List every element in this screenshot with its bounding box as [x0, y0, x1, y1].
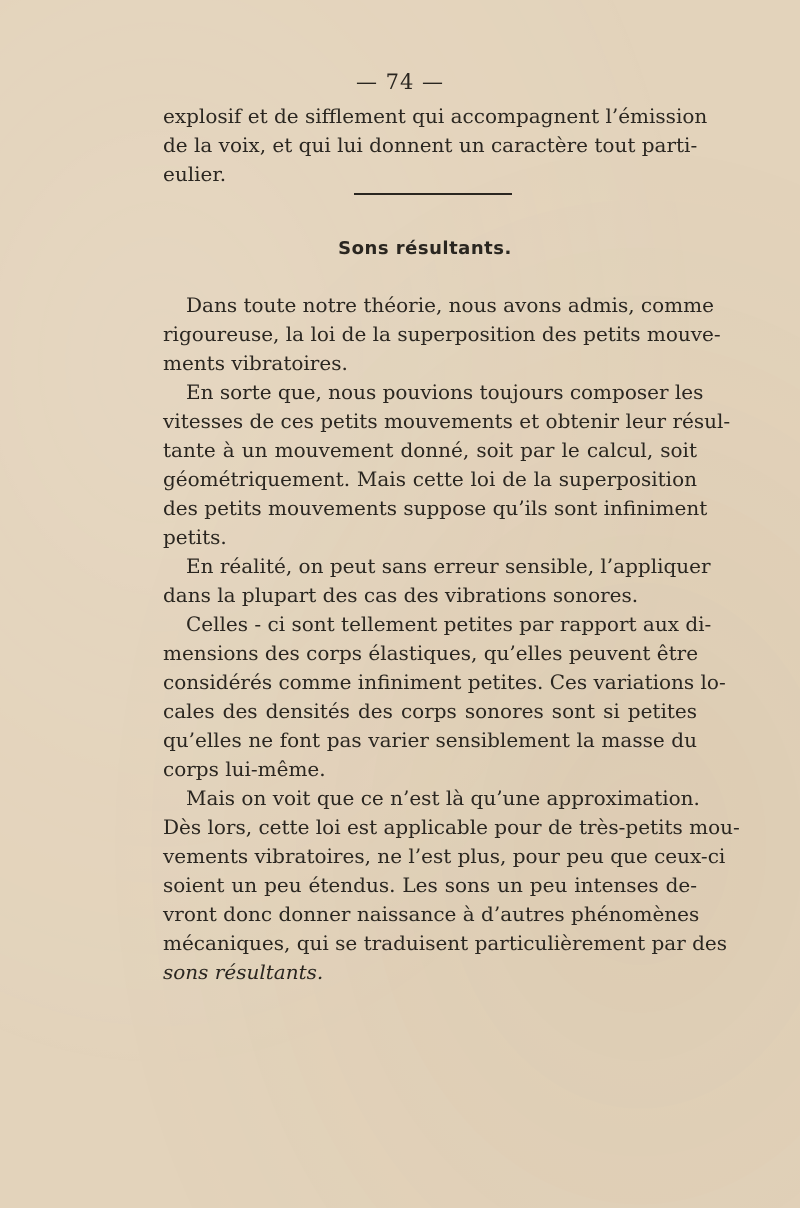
text-line: explosif et de sifflement qui accompagnent l’émission — [163, 104, 708, 128]
text-line: eulier. — [163, 162, 227, 186]
text-line: En réalité, on peut sans erreur sensible, l’appliquer — [186, 554, 711, 578]
text-line: des petits mouvements suppose qu’ils sont infiniment — [163, 496, 708, 520]
text-line: vitesses de ces petits mouvements et obtenir leur résul- — [163, 409, 731, 433]
intro-paragraph — [163, 102, 708, 189]
text-line: rigoureuse, la loi de la superposition des petits mouve- — [163, 322, 721, 346]
text-line: de la voix, et qui lui donnent un caractère tout parti- — [163, 133, 698, 157]
text-line: cales des densités des corps sonores sont si petites — [163, 699, 697, 723]
text-line: Dans toute notre théorie, nous avons admis, comme — [186, 293, 714, 317]
text-line: Dès lors, cette loi est applicable pour de très-petits mou- — [163, 815, 740, 839]
text-line: tante à un mouvement donné, soit par le calcul, soit — [163, 438, 697, 462]
text-line: petits. — [163, 525, 227, 549]
body-text — [163, 291, 740, 987]
text-line: dans la plupart des cas des vibrations sonores. — [163, 583, 639, 607]
text-line: qu’elles ne font pas varier sensiblement la masse du — [163, 728, 697, 752]
text-line: ments vibratoires. — [163, 351, 348, 375]
section-divider — [354, 193, 512, 195]
text-line: considérés comme infiniment petites. Ces variations lo- — [163, 670, 726, 694]
text-line: sons résultants. — [163, 960, 324, 984]
text-line: mensions des corps élastiques, qu’elles peuvent être — [163, 641, 699, 665]
text-line: Celles - ci sont tellement petites par rapport aux di- — [186, 612, 712, 636]
text-line: corps lui-même. — [163, 757, 326, 781]
text-line: En sorte que, nous pouvions toujours composer les — [186, 380, 704, 404]
text-line: Mais on voit que ce n’est là qu’une approximation. — [186, 786, 700, 810]
text-line: mécaniques, qui se traduisent particulièrement par des — [163, 931, 728, 955]
text-line: vements vibratoires, ne l’est plus, pour peu que ceux-ci — [163, 844, 726, 868]
text-line: géométriquement. Mais cette loi de la superposition — [163, 467, 697, 491]
text-line: vront donc donner naissance à d’autres phénomènes — [163, 902, 700, 926]
section-title: Sons résultants. — [338, 238, 512, 259]
page-number: — 74 — — [355, 70, 445, 94]
text-line: soient un peu étendus. Les sons un peu intenses de- — [163, 873, 697, 897]
